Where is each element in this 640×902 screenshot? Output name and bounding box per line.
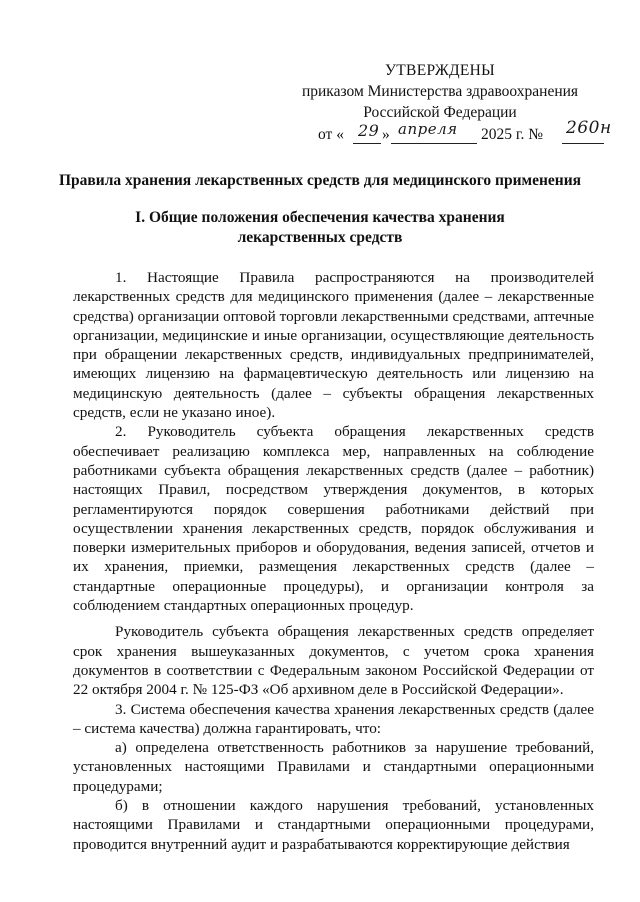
approval-line-ministry: приказом Министерства здравоохранения xyxy=(301,83,579,100)
paragraph-4a: а) определена ответственность работников за нарушение требований, установленных настоящими Правилами и стандартными операционными процедурами; xyxy=(73,739,594,795)
date-day-handwritten: 29 xyxy=(358,121,380,140)
paragraph-4: 3. Система обеспечения качества хранения лекарственных средств (далее – система качества) должна гарантировать, что: xyxy=(73,700,594,737)
order-number-handwritten: 260н xyxy=(566,118,612,138)
section-title-line-1: I. Общие положения обеспечения качества хранения xyxy=(135,209,505,226)
paragraph-1: 1. Настоящие Правила распространяются на производителей лекарственных средств для медицинского применения (далее – лекарственные средства) организации оптовой торговли лекарственными средствами, аптечные организации, медицинские и иные организации, осуществляющие деятельность при обращении лекарственных средств, индивидуальных предпринимателей, имеющих лицензию на фармацевтическую деятельность или лицензию на медицинскую деятельность (далее – субъекты обращения лекарственных средств, если не указано иное). xyxy=(73,269,594,422)
section-title xyxy=(0,208,640,248)
paragraph-4b: б) в отношении каждого нарушения требований, установленных настоящими Правилами и стандартными операционными процедурами, проводится внутренний аудит и разрабатываются корректирующие действия xyxy=(73,797,594,853)
date-month-handwritten: апреля xyxy=(398,120,458,138)
order-number-underline xyxy=(562,143,604,144)
body-text xyxy=(73,268,594,854)
date-month-underline xyxy=(391,143,477,144)
date-mid: » xyxy=(382,126,390,143)
date-year: 2025 г. № xyxy=(481,126,544,143)
date-day-underline xyxy=(353,143,381,144)
paragraph-3: Руководитель субъекта обращения лекарственных средств определяет срок хранения вышеуказанных документов, с учетом срока хранения документов в соответствии с Федеральным законом Российской Федерации от 22 октября 2004 г. № 125-ФЗ «Об архивном деле в Российской Федерации». xyxy=(73,623,594,699)
approval-title: УТВЕРЖДЕНЫ xyxy=(385,62,495,79)
approval-date-line xyxy=(300,118,620,148)
paragraph-2: 2. Руководитель субъекта обращения лекарственных средств обеспечивает реализацию комплекса мер, направленных на соблюдение работниками субъекта обращения лекарственных средств (далее – работник) настоящих Правил, посредством утверждения документов, в которых регламентируются порядок совершения работниками действий при осуществлении хранения лекарственных средств, порядок обслуживания и поверки измерительных приборов и оборудования, ведения записей, отчетов и их хранения, приемки, размещения лекарственных средств (далее – стандартные операционные процедуры), и организации контроля за соблюдением стандартных операционных процедур. xyxy=(73,423,594,615)
approval-line-federation: Российской Федерации xyxy=(363,104,517,121)
date-prefix: от « xyxy=(318,126,344,143)
document-title: Правила хранения лекарственных средств для медицинского применения xyxy=(58,172,582,189)
approval-block xyxy=(300,60,620,148)
section-title-line-2: лекарственных средств xyxy=(237,229,403,246)
